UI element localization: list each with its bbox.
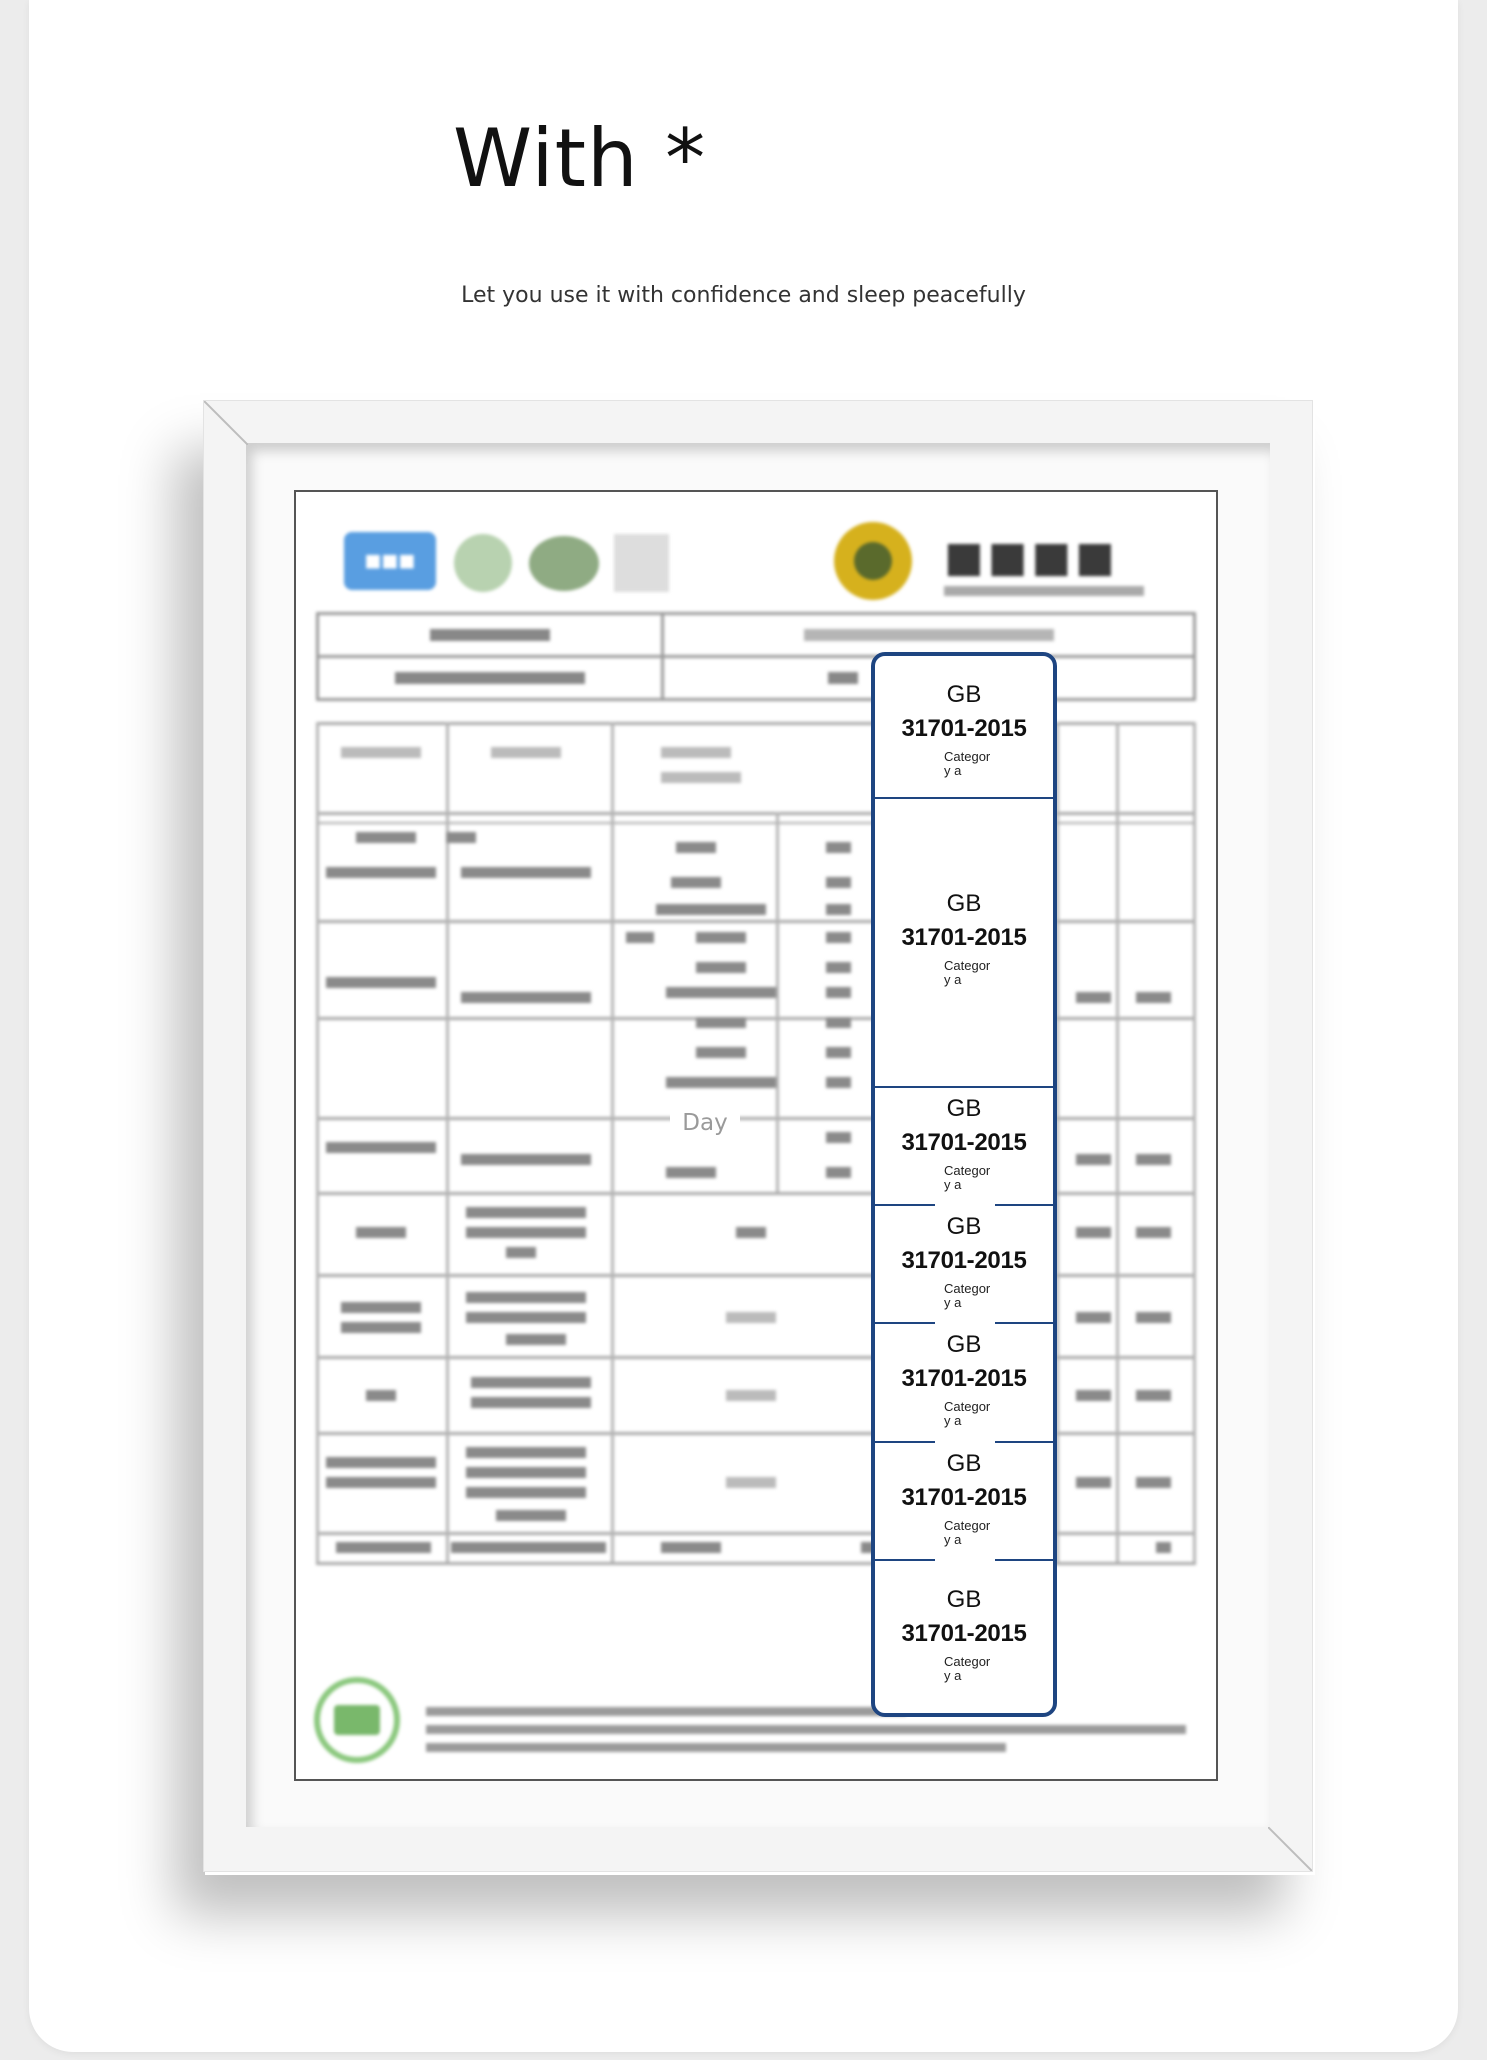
callout-cell [875,1561,1053,1713]
standard-number: 31701-2015 [901,1247,1027,1274]
lab-name: ■■■■ [944,532,1119,581]
standard-category: Categor y a [944,1518,991,1547]
standard-category: Categor y a [944,1399,991,1428]
callout-cell [875,1088,1053,1206]
standard-prefix: GB [946,1095,982,1122]
lab-logo [834,522,912,600]
standard-category: Categor y a [944,1163,991,1192]
standard-number: 31701-2015 [901,1620,1027,1647]
callout-cell [875,1324,1053,1443]
lab-seal [314,1677,400,1763]
certification-logos [344,532,1164,602]
accreditation-seal [454,534,512,592]
page-title: With * [453,112,707,205]
standard-prefix: GB [946,1450,982,1477]
standard-number: 31701-2015 [901,715,1027,742]
standard-callout [871,652,1057,1717]
day-label: Day [670,1105,740,1141]
certificate-frame [203,400,1313,1872]
standard-prefix: GB [946,1331,982,1358]
callout-cell [875,1443,1053,1561]
standard-number: 31701-2015 [901,1365,1027,1392]
callout-cell [875,1206,1053,1324]
standard-prefix: GB [946,1213,982,1240]
standard-number: 31701-2015 [901,1484,1027,1511]
callout-cell [875,799,1053,1088]
callout-cell [875,656,1053,799]
standard-prefix: GB [946,890,982,917]
frame-bevel-top-left [204,401,248,445]
standard-category: Categor y a [944,749,991,778]
test-results-grid [316,722,1196,1582]
standard-number: 31701-2015 [901,1129,1027,1156]
standard-prefix: GB [946,681,982,708]
lab-name-subtitle [944,586,1144,596]
standard-prefix: GB [946,1586,982,1613]
accreditation-mark [614,534,669,592]
accreditation-logo: ■■■ [344,532,436,590]
standard-number: 31701-2015 [901,924,1027,951]
standard-category: Categor y a [944,1281,991,1310]
frame-bevel-bottom-right [1268,1827,1312,1871]
accreditation-seal [529,536,599,591]
standard-category: Categor y a [944,958,991,987]
report-header-table [316,612,1196,701]
standard-category: Categor y a [944,1654,991,1683]
test-report-document [294,490,1218,1781]
page-subtitle: Let you use it with confidence and sleep peacefully [461,283,1026,308]
frame-mat [246,443,1270,1827]
